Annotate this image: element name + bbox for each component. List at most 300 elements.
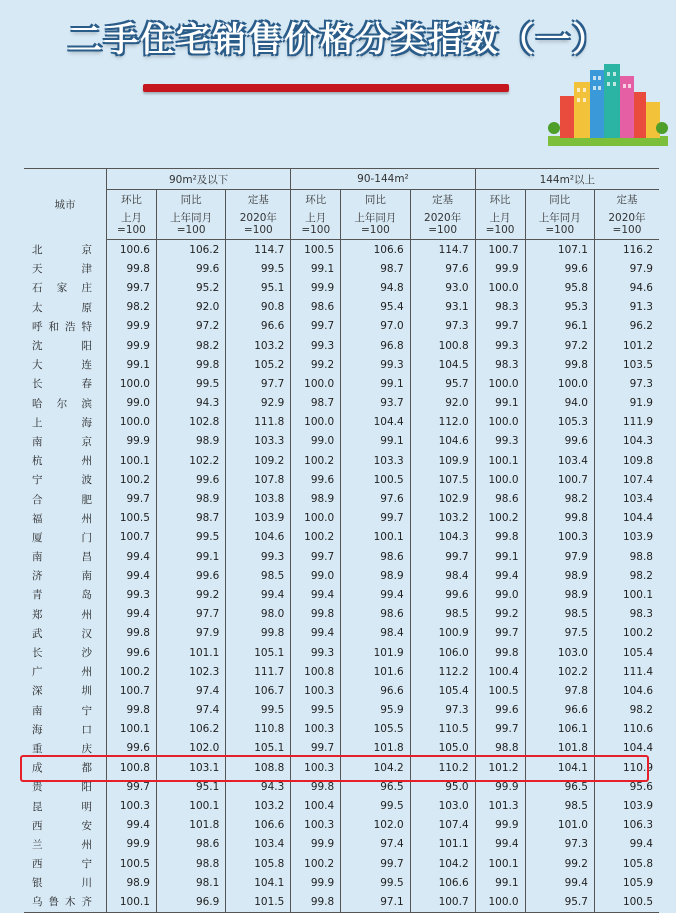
value-cell: 100.0: [291, 509, 341, 528]
value-cell: 110.9: [594, 758, 659, 777]
value-cell: 95.9: [341, 701, 410, 720]
value-cell: 91.3: [594, 298, 659, 317]
base-header: 2020年=100: [410, 209, 475, 240]
value-cell: 99.0: [107, 394, 157, 413]
value-cell: 112.0: [410, 413, 475, 432]
value-cell: 100.0: [291, 374, 341, 393]
value-cell: 99.1: [341, 432, 410, 451]
table-row: [24, 835, 659, 854]
value-cell: 95.2: [156, 278, 225, 297]
value-cell: 100.7: [525, 470, 594, 489]
value-cell: 98.4: [341, 624, 410, 643]
value-cell: 100.1: [475, 451, 525, 470]
value-cell: 100.5: [107, 854, 157, 873]
value-cell: 105.5: [341, 720, 410, 739]
city-cell: 上海: [32, 416, 92, 429]
value-cell: 99.5: [226, 259, 291, 278]
value-cell: 105.0: [410, 739, 475, 758]
city-cell: 合肥: [32, 493, 92, 506]
value-cell: 97.9: [156, 624, 225, 643]
value-cell: 100.2: [291, 854, 341, 873]
value-cell: 101.9: [341, 643, 410, 662]
value-cell: 114.7: [226, 240, 291, 260]
value-cell: 99.8: [226, 624, 291, 643]
value-cell: 100.5: [341, 470, 410, 489]
value-cell: 99.4: [475, 566, 525, 585]
value-cell: 100.6: [107, 240, 157, 260]
value-cell: 105.8: [226, 854, 291, 873]
value-cell: 97.4: [341, 835, 410, 854]
value-cell: 98.9: [341, 566, 410, 585]
value-cell: 100.1: [107, 451, 157, 470]
value-cell: 95.1: [226, 278, 291, 297]
table-row: [24, 643, 659, 662]
value-cell: 111.7: [226, 662, 291, 681]
city-cell: 南京: [32, 435, 92, 448]
value-cell: 110.8: [226, 720, 291, 739]
city-cell: 宁波: [32, 474, 92, 487]
value-cell: 91.9: [594, 394, 659, 413]
city-cell: 太原: [32, 301, 92, 314]
value-cell: 100.2: [475, 509, 525, 528]
value-cell: 106.6: [226, 816, 291, 835]
value-cell: 99.7: [107, 278, 157, 297]
value-cell: 107.4: [594, 470, 659, 489]
value-cell: 96.1: [525, 317, 594, 336]
value-cell: 106.2: [156, 240, 225, 260]
table-row: [24, 259, 659, 278]
value-cell: 104.4: [341, 413, 410, 432]
value-cell: 102.9: [410, 489, 475, 508]
value-cell: 96.6: [525, 701, 594, 720]
value-cell: 103.2: [226, 796, 291, 815]
value-cell: 103.4: [594, 489, 659, 508]
city-cell: 济南: [32, 570, 92, 583]
city-cell: 乌鲁木齐: [32, 896, 92, 909]
value-cell: 100.3: [525, 528, 594, 547]
value-cell: 98.9: [156, 432, 225, 451]
value-cell: 100.2: [291, 451, 341, 470]
value-cell: 103.4: [525, 451, 594, 470]
value-cell: 106.6: [410, 873, 475, 892]
base-header: 上月=100: [291, 209, 341, 240]
value-cell: 100.0: [475, 374, 525, 393]
value-cell: 99.1: [341, 374, 410, 393]
value-cell: 99.7: [341, 509, 410, 528]
city-cell: 银川: [32, 877, 92, 890]
value-cell: 100.7: [107, 681, 157, 700]
value-cell: 101.5: [226, 892, 291, 912]
value-cell: 96.5: [341, 777, 410, 796]
value-cell: 98.9: [525, 585, 594, 604]
city-cell: 重庆: [32, 742, 92, 755]
value-cell: 105.9: [594, 873, 659, 892]
value-cell: 100.2: [291, 528, 341, 547]
value-cell: 99.6: [107, 643, 157, 662]
value-cell: 97.0: [341, 317, 410, 336]
value-cell: 111.8: [226, 413, 291, 432]
city-cell: 深圳: [32, 685, 92, 698]
value-cell: 97.6: [341, 489, 410, 508]
value-cell: 110.6: [594, 720, 659, 739]
value-cell: 106.3: [594, 816, 659, 835]
value-cell: 104.4: [594, 509, 659, 528]
table-row: [24, 816, 659, 835]
value-cell: 99.1: [475, 547, 525, 566]
value-cell: 100.0: [291, 413, 341, 432]
table-row: [24, 796, 659, 815]
value-cell: 98.2: [156, 336, 225, 355]
value-cell: 101.6: [341, 662, 410, 681]
value-cell: 96.9: [156, 892, 225, 912]
base-header: 2020年=100: [226, 209, 291, 240]
value-cell: 96.6: [341, 681, 410, 700]
table-row: [24, 566, 659, 585]
value-cell: 101.8: [156, 816, 225, 835]
table-row: [24, 451, 659, 470]
city-cell: 长春: [32, 378, 92, 391]
value-cell: 99.8: [291, 892, 341, 912]
value-cell: 99.3: [291, 643, 341, 662]
value-cell: 100.0: [475, 413, 525, 432]
value-cell: 98.7: [156, 509, 225, 528]
value-cell: 95.1: [156, 777, 225, 796]
city-cell: 西安: [32, 819, 92, 832]
page-title: 二手住宅销售价格分类指数（一）: [68, 20, 608, 60]
table-row: [24, 662, 659, 681]
city-cell: 广州: [32, 666, 92, 679]
value-cell: 99.4: [107, 605, 157, 624]
value-cell: 99.3: [291, 336, 341, 355]
value-cell: 94.0: [525, 394, 594, 413]
group-header-small: 90m²及以下: [107, 169, 291, 190]
value-cell: 99.6: [156, 259, 225, 278]
value-cell: 97.3: [410, 317, 475, 336]
value-cell: 99.9: [475, 816, 525, 835]
table-row: [24, 854, 659, 873]
value-cell: 100.8: [107, 758, 157, 777]
value-cell: 103.0: [410, 796, 475, 815]
value-cell: 99.8: [475, 643, 525, 662]
value-cell: 99.2: [291, 355, 341, 374]
value-cell: 96.8: [341, 336, 410, 355]
table-row: [24, 547, 659, 566]
value-cell: 109.8: [594, 451, 659, 470]
base-header: 上年同月=100: [341, 209, 410, 240]
sub-header: 定基: [226, 190, 291, 210]
base-header: 上年同月=100: [525, 209, 594, 240]
value-cell: 100.1: [156, 796, 225, 815]
value-cell: 99.9: [475, 777, 525, 796]
value-cell: 99.1: [291, 259, 341, 278]
value-cell: 98.5: [525, 605, 594, 624]
sub-header: 同比: [525, 190, 594, 210]
value-cell: 108.8: [226, 758, 291, 777]
value-cell: 98.3: [594, 605, 659, 624]
value-cell: 101.1: [410, 835, 475, 854]
value-cell: 97.3: [525, 835, 594, 854]
city-cell: 昆明: [32, 800, 92, 813]
value-cell: 99.7: [475, 624, 525, 643]
value-cell: 94.3: [156, 394, 225, 413]
value-cell: 99.6: [291, 470, 341, 489]
value-cell: 111.4: [594, 662, 659, 681]
value-cell: 99.2: [475, 605, 525, 624]
city-cell: 哈尔滨: [32, 397, 92, 410]
table-row: [24, 394, 659, 413]
city-cell: 兰州: [32, 838, 92, 851]
value-cell: 100.2: [107, 662, 157, 681]
value-cell: 103.9: [226, 509, 291, 528]
value-cell: 106.0: [410, 643, 475, 662]
value-cell: 103.5: [594, 355, 659, 374]
value-cell: 101.8: [341, 739, 410, 758]
value-cell: 98.4: [410, 566, 475, 585]
value-cell: 99.8: [525, 509, 594, 528]
table-row: [24, 413, 659, 432]
value-cell: 97.9: [594, 259, 659, 278]
value-cell: 100.4: [475, 662, 525, 681]
value-cell: 94.3: [226, 777, 291, 796]
value-cell: 94.8: [341, 278, 410, 297]
value-cell: 100.5: [291, 240, 341, 260]
value-cell: 99.4: [107, 816, 157, 835]
sub-header: 环比: [475, 190, 525, 210]
value-cell: 99.6: [525, 259, 594, 278]
value-cell: 100.0: [107, 413, 157, 432]
table-row: [24, 509, 659, 528]
value-cell: 99.4: [107, 547, 157, 566]
value-cell: 99.7: [475, 317, 525, 336]
value-cell: 93.0: [410, 278, 475, 297]
value-cell: 99.3: [341, 355, 410, 374]
value-cell: 104.3: [594, 432, 659, 451]
value-cell: 99.5: [226, 701, 291, 720]
value-cell: 102.2: [156, 451, 225, 470]
value-cell: 103.4: [226, 835, 291, 854]
value-cell: 98.6: [475, 489, 525, 508]
value-cell: 110.2: [410, 758, 475, 777]
value-cell: 95.6: [594, 777, 659, 796]
value-cell: 99.6: [156, 470, 225, 489]
value-cell: 99.4: [594, 835, 659, 854]
value-cell: 98.5: [410, 605, 475, 624]
value-cell: 105.1: [226, 739, 291, 758]
table-row: [24, 605, 659, 624]
value-cell: 97.2: [156, 317, 225, 336]
value-cell: 107.1: [525, 240, 594, 260]
city-cell: 武汉: [32, 627, 92, 640]
value-cell: 103.9: [594, 528, 659, 547]
value-cell: 99.9: [291, 873, 341, 892]
table-row: [24, 336, 659, 355]
value-cell: 97.7: [226, 374, 291, 393]
value-cell: 99.4: [341, 585, 410, 604]
value-cell: 98.3: [475, 298, 525, 317]
base-header: 2020年=100: [594, 209, 659, 240]
value-cell: 98.5: [525, 796, 594, 815]
value-cell: 98.6: [341, 547, 410, 566]
value-cell: 99.2: [525, 854, 594, 873]
value-cell: 100.8: [410, 336, 475, 355]
value-cell: 94.6: [594, 278, 659, 297]
value-cell: 99.4: [107, 566, 157, 585]
value-cell: 97.1: [341, 892, 410, 912]
value-cell: 100.0: [525, 374, 594, 393]
value-cell: 100.8: [291, 662, 341, 681]
value-cell: 99.4: [291, 585, 341, 604]
value-cell: 99.4: [525, 873, 594, 892]
value-cell: 106.1: [525, 720, 594, 739]
value-cell: 92.0: [410, 394, 475, 413]
value-cell: 102.0: [156, 739, 225, 758]
value-cell: 98.9: [525, 566, 594, 585]
value-cell: 93.1: [410, 298, 475, 317]
value-cell: 99.8: [291, 605, 341, 624]
value-cell: 98.6: [156, 835, 225, 854]
value-cell: 104.6: [226, 528, 291, 547]
value-cell: 100.0: [475, 470, 525, 489]
value-cell: 105.3: [525, 413, 594, 432]
value-cell: 96.5: [525, 777, 594, 796]
sub-header: 同比: [156, 190, 225, 210]
price-index-table: [24, 168, 659, 913]
table-row: [24, 355, 659, 374]
table-row: [24, 624, 659, 643]
city-cell: 长沙: [32, 647, 92, 660]
city-cell: 大连: [32, 359, 92, 372]
value-cell: 97.7: [156, 605, 225, 624]
value-cell: 100.1: [107, 892, 157, 912]
value-cell: 100.1: [341, 528, 410, 547]
value-cell: 99.7: [410, 547, 475, 566]
value-cell: 99.8: [475, 528, 525, 547]
group-header-large: 144m²以上: [475, 169, 659, 190]
value-cell: 99.8: [107, 259, 157, 278]
city-cell: 福州: [32, 512, 92, 525]
value-cell: 105.1: [226, 643, 291, 662]
value-cell: 99.3: [107, 585, 157, 604]
value-cell: 100.1: [107, 720, 157, 739]
value-cell: 100.2: [107, 470, 157, 489]
sub-header: 定基: [594, 190, 659, 210]
base-header: 上月=100: [107, 209, 157, 240]
value-cell: 98.9: [107, 873, 157, 892]
title-underline: [143, 84, 509, 92]
table-row: [24, 585, 659, 604]
value-cell: 99.9: [107, 336, 157, 355]
value-cell: 100.3: [291, 681, 341, 700]
value-cell: 104.1: [226, 873, 291, 892]
value-cell: 98.2: [525, 489, 594, 508]
value-cell: 99.4: [475, 835, 525, 854]
value-cell: 99.1: [475, 873, 525, 892]
table-row: [24, 470, 659, 489]
city-cell: 北京: [32, 243, 92, 256]
value-cell: 100.1: [594, 585, 659, 604]
value-cell: 98.9: [291, 489, 341, 508]
value-cell: 99.1: [475, 394, 525, 413]
value-cell: 99.8: [156, 355, 225, 374]
value-cell: 105.4: [410, 681, 475, 700]
value-cell: 100.9: [410, 624, 475, 643]
value-cell: 116.2: [594, 240, 659, 260]
value-cell: 102.8: [156, 413, 225, 432]
value-cell: 99.6: [525, 432, 594, 451]
group-header-medium: 90-144m²: [291, 169, 475, 190]
value-cell: 99.5: [341, 873, 410, 892]
value-cell: 99.7: [341, 854, 410, 873]
value-cell: 96.2: [594, 317, 659, 336]
value-cell: 99.6: [156, 566, 225, 585]
value-cell: 107.8: [226, 470, 291, 489]
value-cell: 100.7: [475, 240, 525, 260]
value-cell: 103.3: [226, 432, 291, 451]
value-cell: 99.8: [525, 355, 594, 374]
value-cell: 98.1: [156, 873, 225, 892]
value-cell: 99.7: [107, 777, 157, 796]
value-cell: 104.6: [594, 681, 659, 700]
city-cell: 青岛: [32, 589, 92, 602]
value-cell: 100.5: [107, 509, 157, 528]
value-cell: 92.9: [226, 394, 291, 413]
value-cell: 106.2: [156, 720, 225, 739]
value-cell: 102.0: [341, 816, 410, 835]
table-row: [24, 278, 659, 297]
base-header: 上月=100: [475, 209, 525, 240]
table-row: [24, 240, 659, 260]
value-cell: 99.1: [107, 355, 157, 374]
table-row: [24, 528, 659, 547]
value-cell: 99.8: [107, 624, 157, 643]
value-cell: 110.5: [410, 720, 475, 739]
value-cell: 98.9: [156, 489, 225, 508]
value-cell: 99.7: [291, 739, 341, 758]
value-cell: 97.3: [410, 701, 475, 720]
value-cell: 100.3: [291, 758, 341, 777]
value-cell: 100.3: [107, 796, 157, 815]
value-cell: 103.0: [525, 643, 594, 662]
value-cell: 99.5: [156, 528, 225, 547]
value-cell: 104.1: [525, 758, 594, 777]
value-cell: 98.8: [156, 854, 225, 873]
table-row: [24, 681, 659, 700]
value-cell: 95.0: [410, 777, 475, 796]
value-cell: 97.5: [525, 624, 594, 643]
value-cell: 98.6: [341, 605, 410, 624]
value-cell: 99.6: [107, 739, 157, 758]
sub-header: 环比: [107, 190, 157, 210]
city-cell: 呼和浩特: [32, 320, 92, 333]
value-cell: 101.0: [525, 816, 594, 835]
value-cell: 95.7: [525, 892, 594, 912]
value-cell: 111.9: [594, 413, 659, 432]
table-row: [24, 489, 659, 508]
value-cell: 99.5: [341, 796, 410, 815]
value-cell: 98.2: [594, 701, 659, 720]
value-cell: 102.3: [156, 662, 225, 681]
city-cell: 成都: [32, 762, 92, 775]
value-cell: 97.9: [525, 547, 594, 566]
city-cell: 南昌: [32, 551, 92, 564]
table-row: [24, 317, 659, 336]
value-cell: 100.5: [594, 892, 659, 912]
value-cell: 96.6: [226, 317, 291, 336]
value-cell: 99.9: [107, 317, 157, 336]
value-cell: 99.0: [475, 585, 525, 604]
value-cell: 99.1: [156, 547, 225, 566]
value-cell: 90.8: [226, 298, 291, 317]
